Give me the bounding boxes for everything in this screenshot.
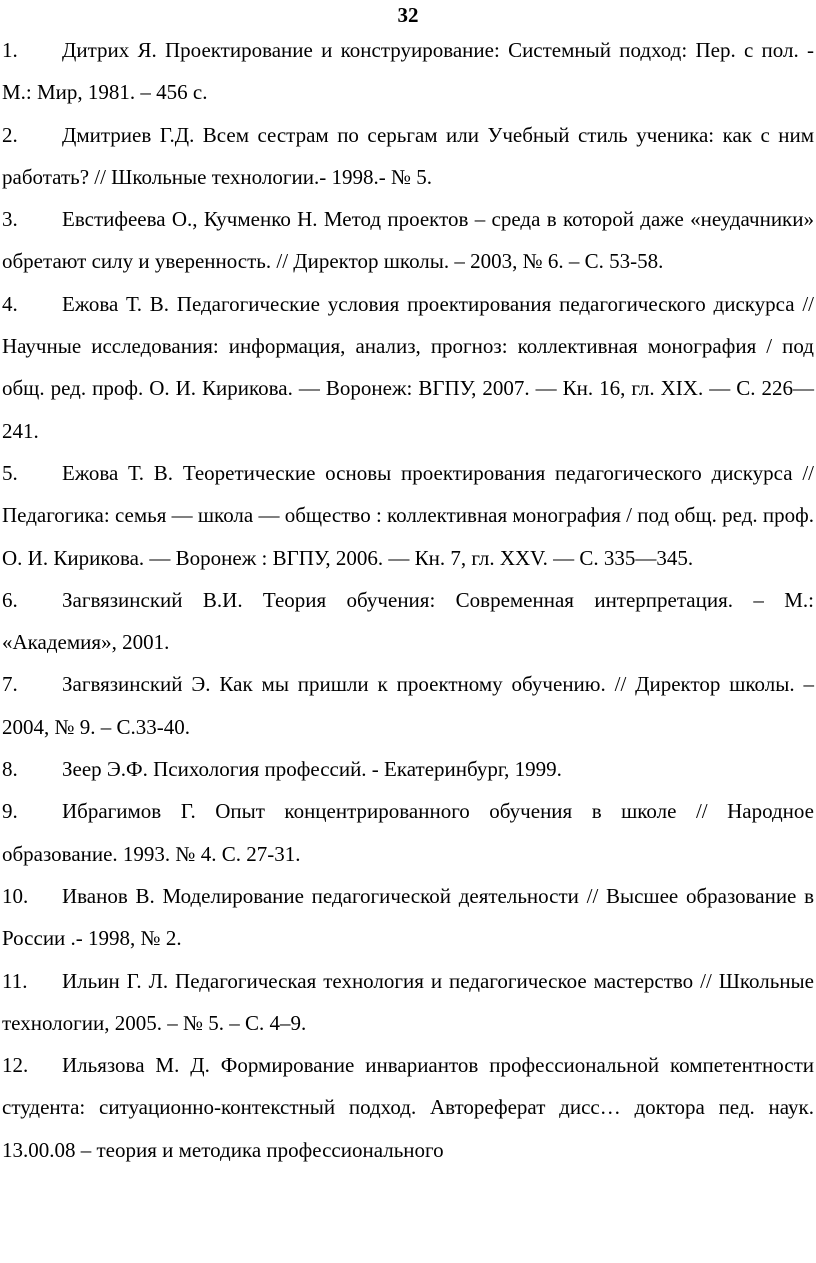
reference-number: 11. <box>2 968 28 993</box>
reference-number: 8. <box>2 757 18 782</box>
reference-item-7 <box>2 663 814 748</box>
reference-text: Дитрих Я. Проектирование и конструирование: Системный подход: Пер. с пол. - М.: Мир, 1981. – 456 с. <box>2 38 814 105</box>
reference-number: 9. <box>2 799 18 824</box>
reference-text: Зеер Э.Ф. Психология профессий. - Екатеринбург, 1999. <box>62 757 562 782</box>
reference-number: 6. <box>2 587 18 612</box>
reference-item-8 <box>2 748 814 790</box>
reference-text: Ильин Г. Л. Педагогическая технология и педагогическое мастерство // Школьные технологии, 2005. – № 5. – С. 4–9. <box>2 968 814 1035</box>
reference-item-11 <box>2 960 814 1045</box>
reference-number: 7. <box>2 672 18 697</box>
page-number: 32 <box>397 3 419 27</box>
reference-number: 2. <box>2 122 18 147</box>
reference-text: Иванов В. Моделирование педагогической деятельности // Высшее образование в России .- 1998, № 2. <box>2 883 814 951</box>
reference-text: Ежова Т. В. Теоретические основы проектирования педагогического дискурса // Педагогика: семья — школа — общество : коллективная монография / под общ. ред. проф. О. И. Кирикова. — Воронеж : ВГПУ, 2006. — Кн. 7, гл. XXV. — С. 335—345. <box>2 460 814 570</box>
reference-item-6 <box>2 579 814 664</box>
reference-text: Загвязинский Э. Как мы пришли к проектному обучению. // Директор школы. – 2004, № 9. – С.33-40. <box>2 672 814 739</box>
reference-item-1 <box>2 29 814 114</box>
reference-number: 1. <box>2 38 18 62</box>
reference-text: Ильязова М. Д. Формирование инвариантов профессиональной компетентности студента: ситуационно-контекстный подход. Автореферат дисс… доктора пед. наук. 13.00.08 – теория и методика профессионального <box>2 1053 814 1162</box>
reference-item-3 <box>2 198 814 283</box>
reference-item-10 <box>2 875 814 960</box>
reference-item-9 <box>2 790 814 875</box>
reference-number: 10. <box>2 883 29 908</box>
reference-number: 3. <box>2 207 18 232</box>
reference-item-12 <box>2 1044 814 1171</box>
reference-text: Ежова Т. В. Педагогические условия проектирования педагогического дискурса // Научные исследования: информация, анализ, прогноз: коллективная монография / под общ. ред. проф. О. И. Кирикова. — Воронеж: ВГПУ, 2007. — Кн. 16, гл. XIX. — С. 226—241. <box>2 291 814 443</box>
reference-item-4 <box>2 283 814 452</box>
reference-text: Дмитриев Г.Д. Всем сестрам по серьгам или Учебный стиль ученика: как с ним работать? // Школьные технологии.- 1998.- № 5. <box>2 122 814 189</box>
reference-text: Загвязинский В.И. Теория обучения: Современная интерпретация. – М.: «Академия», 2001. <box>2 587 814 655</box>
reference-item-2 <box>2 114 814 199</box>
reference-number: 4. <box>2 291 18 316</box>
reference-text: Ибрагимов Г. Опыт концентрированного обучения в школе // Народное образование. 1993. № 4. С. 27-31. <box>2 799 814 866</box>
reference-number: 5. <box>2 460 18 485</box>
reference-item-5 <box>2 452 814 579</box>
reference-text: Евстифеева О., Кучменко Н. Метод проектов – среда в которой даже «неудачники» обретают силу и уверенность. // Директор школы. – 2003, № 6. – С. 53-58. <box>2 207 814 274</box>
reference-list <box>2 29 814 1171</box>
reference-number: 12. <box>2 1053 29 1078</box>
